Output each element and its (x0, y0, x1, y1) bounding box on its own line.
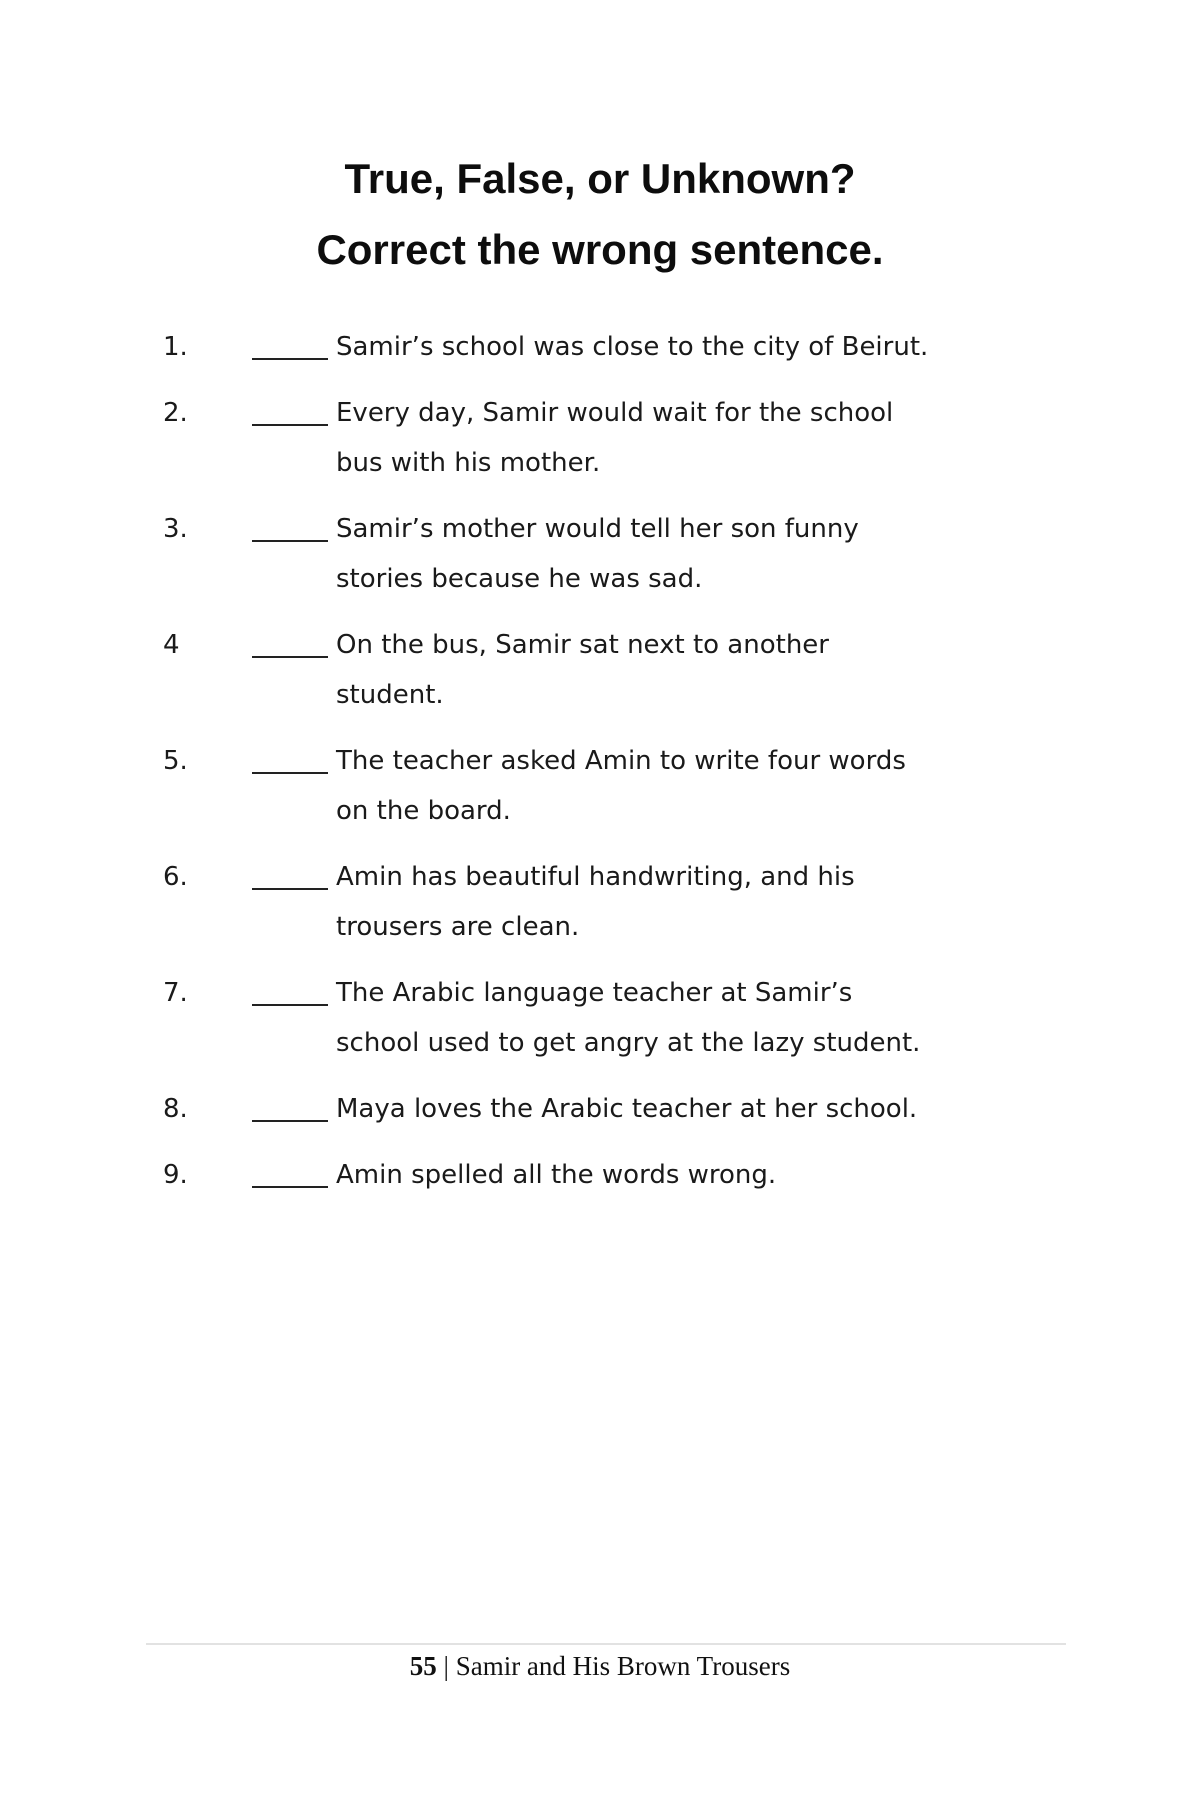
answer-blank[interactable] (252, 322, 328, 360)
question-item (0, 620, 1200, 720)
question-item (0, 504, 1200, 604)
question-number: 1. (163, 332, 188, 362)
question-list (0, 322, 1200, 1216)
page-number: 55 (409, 1651, 437, 1681)
answer-blank[interactable] (252, 1150, 328, 1188)
question-number: 6. (163, 862, 188, 892)
question-number: 3. (163, 514, 188, 544)
question-number: 7. (163, 978, 188, 1008)
question-text: Samir’s school was close to the city of Beirut. (336, 332, 929, 362)
page-title-line-2: Correct the wrong sentence. (316, 226, 884, 273)
question-number: 9. (163, 1160, 188, 1190)
answer-blank[interactable] (252, 1084, 328, 1122)
question-text: Every day, Samir would wait for the school bus with his mother. (336, 398, 894, 478)
question-number: 8. (163, 1094, 188, 1124)
question-text: The Arabic language teacher at Samir’s school used to get angry at the lazy student. (336, 978, 921, 1058)
question-number: 4 (163, 630, 180, 660)
footer-divider (146, 1643, 1066, 1645)
question-number: 2. (163, 398, 188, 428)
answer-blank[interactable] (252, 620, 328, 658)
question-text: Samir’s mother would tell her son funny stories because he was sad. (336, 514, 859, 594)
question-text: Amin spelled all the words wrong. (336, 1160, 777, 1190)
answer-blank[interactable] (252, 736, 328, 774)
footer-separator: | (436, 1651, 456, 1681)
answer-blank[interactable] (252, 852, 328, 890)
question-text: On the bus, Samir sat next to another student. (336, 630, 829, 710)
question-item (0, 1084, 1200, 1134)
question-item (0, 968, 1200, 1068)
question-item (0, 1150, 1200, 1200)
question-number: 5. (163, 746, 188, 776)
question-text: The teacher asked Amin to write four words on the board. (336, 746, 906, 826)
question-item (0, 736, 1200, 836)
answer-blank[interactable] (252, 388, 328, 426)
page-footer (0, 1651, 1200, 1682)
page-title-line-1: True, False, or Unknown? (344, 155, 856, 202)
answer-blank[interactable] (252, 504, 328, 542)
question-item (0, 852, 1200, 952)
question-item (0, 388, 1200, 488)
question-text: Maya loves the Arabic teacher at her school. (336, 1094, 918, 1124)
question-item (0, 322, 1200, 372)
question-text: Amin has beautiful handwriting, and his trousers are clean. (336, 862, 855, 942)
book-title: Samir and His Brown Trousers (455, 1651, 791, 1681)
answer-blank[interactable] (252, 968, 328, 1006)
